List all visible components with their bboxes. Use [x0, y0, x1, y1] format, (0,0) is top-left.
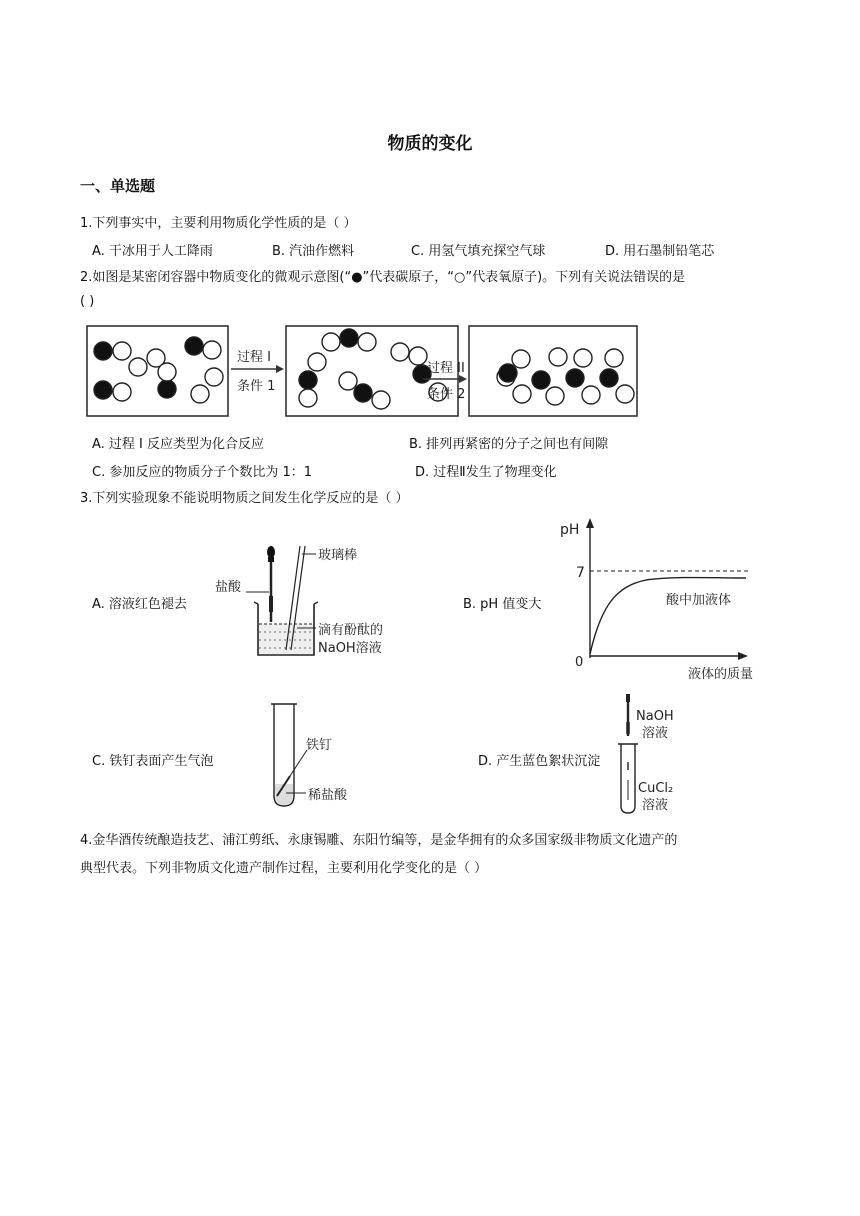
- carbon-atom: [185, 337, 203, 355]
- oxygen-atom: [616, 385, 634, 403]
- oxygen-atom: [339, 372, 357, 390]
- ph-axis-label: pH: [560, 522, 580, 538]
- oxygen-atom: [322, 333, 340, 351]
- glass-rod-label: 玻璃棒: [318, 548, 358, 563]
- question-1-stem: 1.下列事实中，主要利用物质化学性质的是（ ）: [80, 216, 357, 231]
- nail-label: 铁钉: [306, 738, 333, 753]
- carbon-atom: [354, 384, 372, 402]
- beaker-figure: [212, 540, 397, 660]
- q3-option-a[interactable]: A. 溶液红色褪去: [92, 597, 187, 612]
- dilute-acid-label: 稀盐酸: [308, 788, 348, 803]
- molecule-diagram: [86, 322, 641, 422]
- oxygen-atom: [129, 358, 147, 376]
- solution-label-line1: 滴有酚酞的: [318, 623, 384, 638]
- carbon-atom: [566, 369, 584, 387]
- page-title: 物质的变化: [387, 134, 473, 154]
- x-axis-label: 液体的质量: [688, 667, 754, 682]
- oxygen-atom: [203, 341, 221, 359]
- oxygen-atom: [549, 348, 567, 366]
- oxygen-atom: [191, 385, 209, 403]
- solution-label-line2: NaOH溶液: [318, 641, 382, 656]
- naoh-label-line2: 溶液: [642, 726, 669, 741]
- question-4-stem: 4.金华酒传统酿造技艺、浦江剪纸、永康锡雕、东阳竹编等，是金华拥有的众多国家级非物质文化遗产的: [80, 833, 678, 848]
- oxygen-atom: [574, 349, 592, 367]
- oxygen-atom: [582, 386, 600, 404]
- q2-option-b[interactable]: B. 排列再紧密的分子之间也有间隙: [409, 437, 609, 452]
- oxygen-atom: [605, 349, 623, 367]
- carbon-atom: [94, 342, 112, 360]
- oxygen-atom: [512, 350, 530, 368]
- cucl2-label-line1: CuCl₂: [638, 781, 674, 796]
- oxygen-atom: [113, 342, 131, 360]
- oxygen-atom: [391, 343, 409, 361]
- carbon-atom: [299, 371, 317, 389]
- carbon-atom: [532, 371, 550, 389]
- cucl2-label-line2: 溶液: [642, 798, 669, 813]
- carbon-atom: [158, 380, 176, 398]
- curve-label: 酸中加液体: [666, 593, 732, 608]
- acid-label: 盐酸: [215, 580, 242, 595]
- q2-option-c[interactable]: C. 参加反应的物质分子个数比为 1：1: [92, 465, 313, 480]
- q3-option-b[interactable]: B. pH 值变大: [463, 597, 542, 612]
- oxygen-atom: [205, 368, 223, 386]
- carbon-atom: [499, 364, 517, 382]
- ph-tick-7: 7: [576, 565, 585, 581]
- dropper-bulb: [267, 546, 275, 558]
- q3-option-d[interactable]: D. 产生蓝色絮状沉淀: [478, 754, 601, 769]
- q1-option-a[interactable]: A. 干冰用于人工降雨: [92, 244, 213, 259]
- dropper-test-tube-figure: [610, 692, 700, 816]
- question-2-stem-cont: ( ): [80, 294, 95, 309]
- oxygen-atom: [299, 389, 317, 407]
- ph-chart: [556, 516, 766, 686]
- q1-option-d[interactable]: D. 用石墨制铅笔芯: [605, 244, 715, 259]
- oxygen-atom: [308, 353, 326, 371]
- naoh-label-line1: NaOH: [636, 709, 674, 724]
- process-2-label: 过程 II: [427, 361, 465, 376]
- q1-option-b[interactable]: B. 汽油作燃料: [272, 244, 355, 259]
- q2-option-a[interactable]: A. 过程 I 反应类型为化合反应: [92, 437, 265, 452]
- process-1-label: 过程 I: [237, 350, 271, 365]
- carbon-atom: [340, 329, 358, 347]
- origin-label: 0: [575, 655, 584, 670]
- carbon-atom: [600, 369, 618, 387]
- oxygen-atom: [513, 385, 531, 403]
- q1-option-c[interactable]: C. 用氢气填充探空气球: [411, 244, 546, 259]
- question-2-stem: 2.如图是某密闭容器中物质变化的微观示意图(“●”代表碳原子，“○”代表氧原子)。下列有关说法错误的是: [80, 270, 686, 285]
- ph-curve: [590, 578, 746, 655]
- question-3-stem: 3.下列实验现象不能说明物质之间发生化学反应的是（ ）: [80, 491, 409, 506]
- q2-option-d[interactable]: D. 过程Ⅱ发生了物理变化: [415, 465, 557, 480]
- test-tube-nail-figure: [266, 700, 376, 812]
- oxygen-atom: [546, 387, 564, 405]
- oxygen-atom: [158, 363, 176, 381]
- q3-option-c[interactable]: C. 铁钉表面产生气泡: [92, 754, 214, 769]
- oxygen-atom: [358, 333, 376, 351]
- carbon-atom: [94, 381, 112, 399]
- section-heading: 一、单选题: [80, 177, 156, 195]
- oxygen-atom: [113, 383, 131, 401]
- question-4-stem-cont: 典型代表。下列非物质文化遗产制作过程，主要利用化学变化的是（ ）: [80, 861, 488, 876]
- oxygen-atom: [409, 347, 427, 365]
- oxygen-atom: [372, 391, 390, 409]
- condition-2-label: 条件 2: [427, 387, 466, 402]
- condition-1-label: 条件 1: [237, 379, 276, 394]
